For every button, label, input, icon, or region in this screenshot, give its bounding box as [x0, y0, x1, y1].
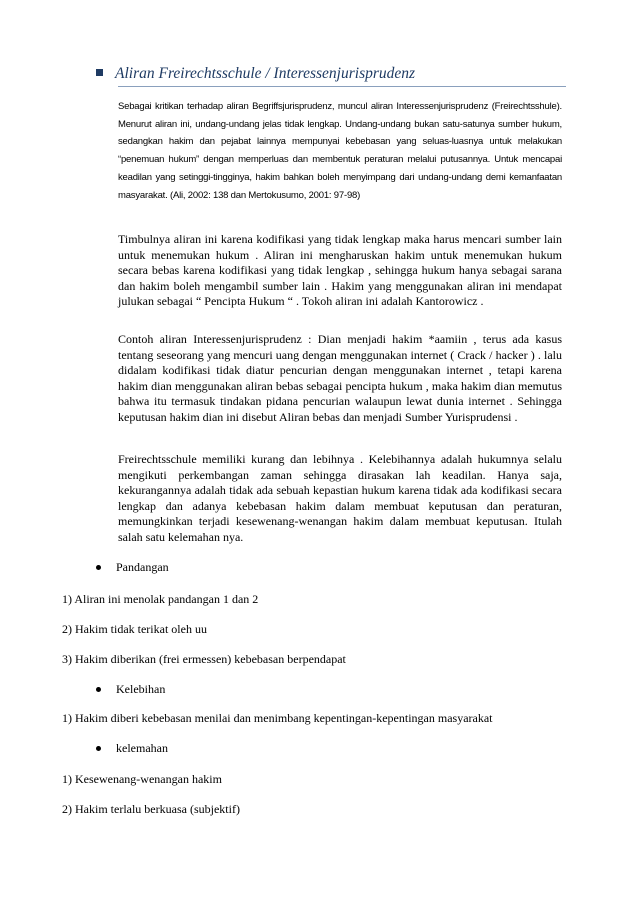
bullet-title: kelemahan — [116, 741, 168, 755]
section-heading — [96, 64, 566, 84]
list-item: 2) Hakim tidak terikat oleh uu — [62, 622, 207, 636]
bullet-kelemahan — [96, 741, 168, 756]
list-item: 1) Aliran ini menolak pandangan 1 dan 2 — [62, 592, 259, 606]
paragraph-evaluation: Freirechtsschule memiliki kurang dan lebihnya . Kelebihannya adalah hukumnya selalu mengikuti perkembangan zaman sehingga dirasakan lah keadilan. Hanya saja, kekurangannya adalah tidak ada sebuah kepastian hukum karena tidak ada kodifikasi secara lengkap dan adanya kebebasan hakim dalam membuat keputusan dan peraturan, memungkinkan terjadi kesewenang-wenangan hakim dalam membuat keputusan. Itulah salah satu kelemahan nya. — [118, 452, 562, 544]
square-bullet-icon — [96, 69, 103, 76]
bullet-dot-icon — [96, 565, 101, 570]
bullet-kelebihan — [96, 682, 165, 697]
paragraph-intro: Sebagai kritikan terhadap aliran Begriffsjurisprudenz, muncul aliran Interessenjurisprudenz (Freirechtsshule). Menurut aliran ini, undang-undang jelas tidak lengkap. Undang-undang bukan satu-satunya sumber hukum, sedangkan hakim dan pejabat lainnya mempunyai kebebasan yang seluas-luasnya untuk melakukan “penemuan hukum” dengan memperluas dan membentuk peraturan melalui putusannya. Untuk mencapai keadilan yang setinggi-tingginya, hakim bahkan boleh menyimpang dari undang-undang demi kemanfaatan masyarakat. (Ali, 2002: 138 dan Mertokusumo, 2001: 97-98) — [118, 101, 562, 201]
list-item: 3) Hakim diberikan (frei ermessen) kebebasan berpendapat — [62, 652, 346, 666]
list-item: 1) Hakim diberi kebebasan menilai dan menimbang kepentingan-kepentingan masyarakat — [62, 711, 493, 725]
list-item: 2) Hakim terlalu berkuasa (subjektif) — [62, 802, 240, 816]
bullet-title: Pandangan — [116, 560, 169, 574]
bullet-dot-icon — [96, 746, 101, 751]
heading-text: Aliran Freirechtsschule / Interessenjurisprudenz — [115, 65, 416, 82]
bullet-title: Kelebihan — [116, 682, 166, 696]
bullet-pandangan — [96, 560, 169, 575]
bullet-dot-icon — [96, 687, 101, 692]
paragraph-origin: Timbulnya aliran ini karena kodifikasi yang tidak lengkap maka harus mencari sumber lain untuk menemukan hukum . Aliran ini mengharuskan hakim untuk menemukan hukum secara bebas karena kodifikasi yang tidak lengkap , sehingga hukum hanya sebagai sarana dan hakim boleh mengambil sumber lain . Hakim yang menggunakan aliran ini mendapat julukan sebagai “ Pencipta Hukum “ . Tokoh aliran ini adalah Kantorowicz . — [118, 232, 562, 309]
heading-underline — [118, 86, 566, 87]
list-item: 1) Kesewenang-wenangan hakim — [62, 772, 222, 786]
paragraph-example: Contoh aliran Interessenjurisprudenz : Dian menjadi hakim *aamiin , terus ada kasus tentang seseorang yang mencuri uang dengan menggunakan internet ( Crack / hacker ) . lalu didalam kodifikasi tidak diatur pencurian dengan menggunakan internet , tetapi karena hakim dian menggunakan aliran bebas sebagai pencipta hukum , maka hakim dian memutus bahwa itu termasuk tindakan pidana pencurian walaupun lewat dunia internet . Sehingga keputusan hakim dian ini disebut Aliran bebas dan menjadi Sumber Yurisprudensi . — [118, 332, 562, 424]
